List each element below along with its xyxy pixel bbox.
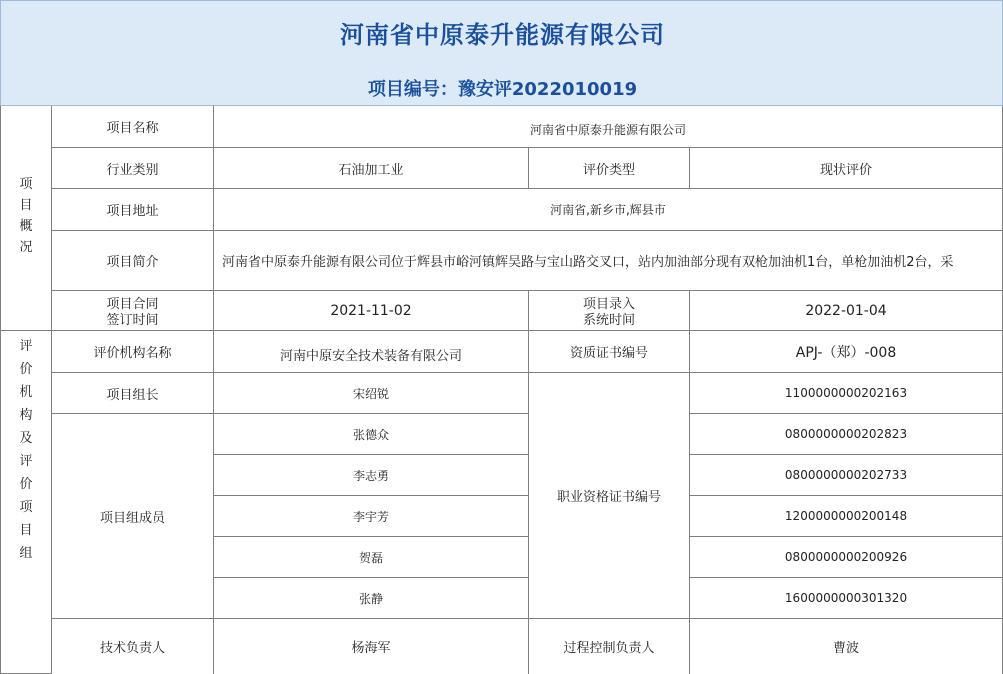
team-member-name: 贺磊 xyxy=(214,537,529,578)
team-member-name: 宋绍锐 xyxy=(214,373,529,414)
entry-date-value: 2022-01-04 xyxy=(690,291,1003,331)
tech-lead-label: 技术负责人 xyxy=(52,619,214,674)
process-lead-label: 过程控制负责人 xyxy=(529,619,690,674)
eval-type-value: 现状评价 xyxy=(690,148,1003,189)
org-name-value: 河南中原安全技术装备有限公司 xyxy=(214,331,529,373)
address-value: 河南省,新乡市,辉县市 xyxy=(214,189,1003,231)
company-title: 河南省中原泰升能源有限公司 xyxy=(340,21,665,49)
industry-value: 石油加工业 xyxy=(214,148,529,189)
section-label-team: 评 价 机 构 及 评 价 项 目 组 xyxy=(0,331,52,674)
org-name-label: 评价机构名称 xyxy=(52,331,214,373)
team-member-cert: 1100000000202163 xyxy=(690,373,1003,414)
team-member-cert: 0800000000202733 xyxy=(690,455,1003,496)
section-label-overview: 项 目 概 况 xyxy=(0,106,52,331)
industry-label: 行业类别 xyxy=(52,148,214,189)
team-member-name: 李宇芳 xyxy=(214,496,529,537)
cert-number-label: 资质证书编号 xyxy=(529,331,690,373)
contract-date-value: 2021-11-02 xyxy=(214,291,529,331)
intro-label: 项目简介 xyxy=(52,231,214,291)
team-member-cert: 0800000000200926 xyxy=(690,537,1003,578)
contract-date-label: 项目合同 签订时间 xyxy=(52,291,214,331)
team-member-name: 张德众 xyxy=(214,414,529,455)
members-label: 项目组成员 xyxy=(52,414,214,619)
cert-number-value: APJ-（郑）-008 xyxy=(690,331,1003,373)
team-member-cert: 0800000000202823 xyxy=(690,414,1003,455)
address-label: 项目地址 xyxy=(52,189,214,231)
team-member-name: 张静 xyxy=(214,578,529,619)
intro-value: 河南省中原泰升能源有限公司位于辉县市峪河镇辉吴路与宝山路交叉口，站内加油部分现有双枪加油机1台，单枪加油机2台，采 xyxy=(214,231,1003,291)
team-member-cert: 1600000000301320 xyxy=(690,578,1003,619)
leader-label: 项目组长 xyxy=(52,373,214,414)
project-name-value: 河南省中原泰升能源有限公司 xyxy=(214,106,1003,148)
team-member-cert: 1200000000200148 xyxy=(690,496,1003,537)
project-number: 项目编号：豫安评2022010019 xyxy=(367,79,638,100)
eval-type-label: 评价类型 xyxy=(529,148,690,189)
entry-date-label: 项目录入 系统时间 xyxy=(529,291,690,331)
project-name-label: 项目名称 xyxy=(52,106,214,148)
qualification-cert-label: 职业资格证书编号 xyxy=(529,373,690,619)
tech-lead-value: 杨海军 xyxy=(214,619,529,674)
team-member-name: 李志勇 xyxy=(214,455,529,496)
page-header xyxy=(0,0,1003,106)
process-lead-value: 曹波 xyxy=(690,619,1003,674)
